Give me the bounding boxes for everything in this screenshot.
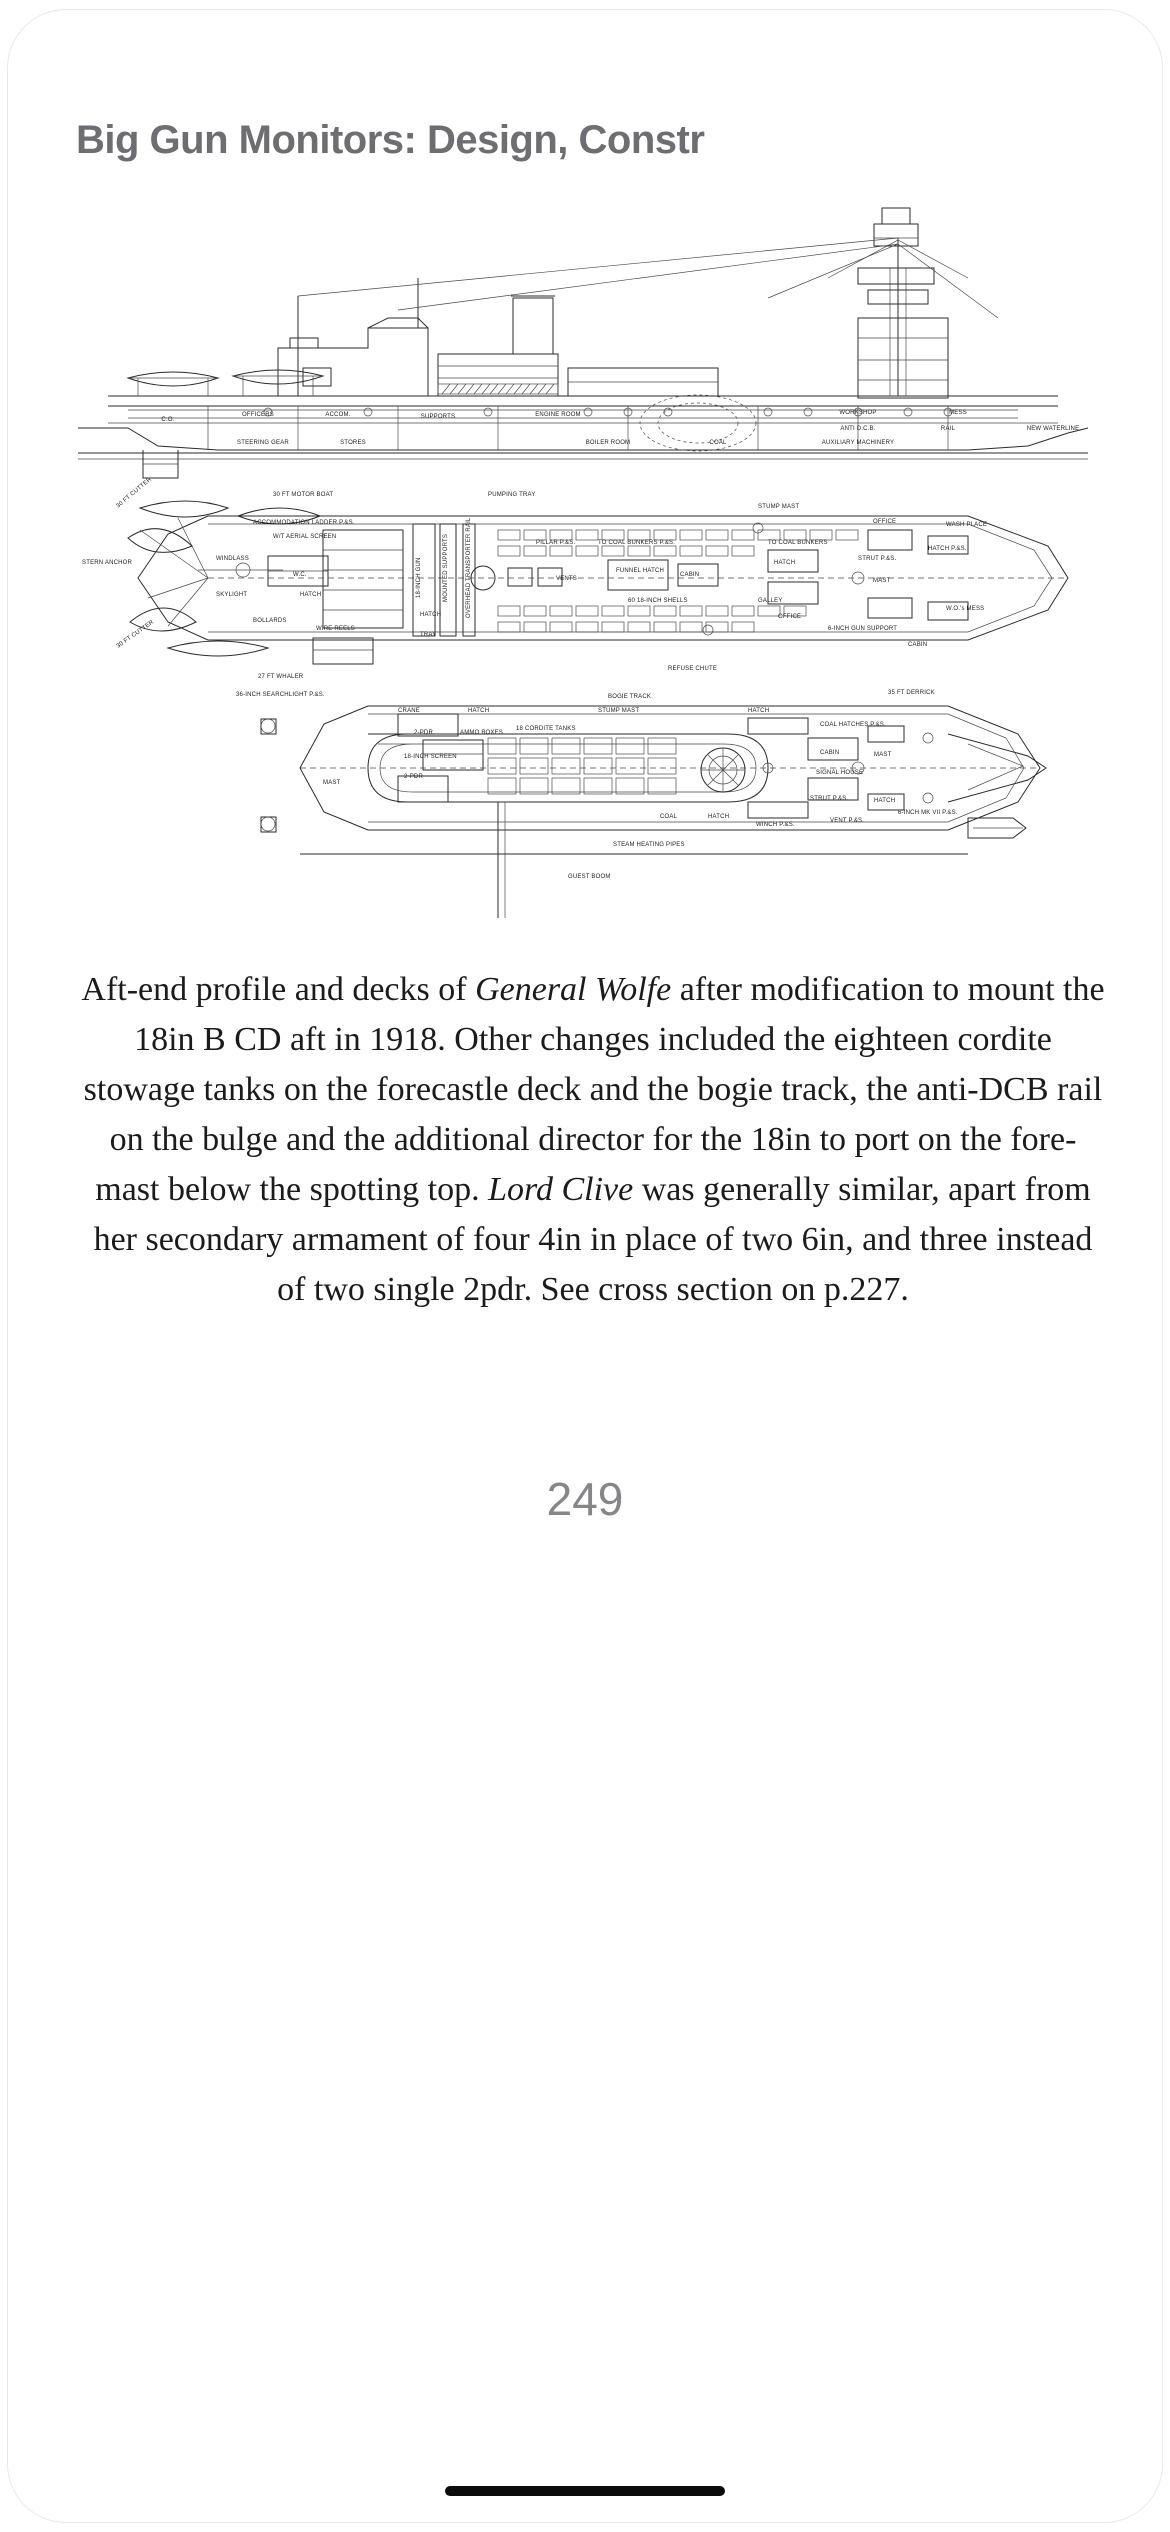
caption-ship-name-2: Lord Clive	[488, 1171, 634, 1208]
deck-label: ACCOMMODATION LADDER P.&S.	[253, 520, 355, 526]
profile-label: AUXILIARY MACHINERY	[821, 440, 895, 446]
profile-label: WORKSHOP	[839, 410, 877, 416]
deck-label: STRUT P.&S.	[858, 556, 897, 562]
deck-label: 27 FT WHALER	[258, 674, 304, 680]
deck-label: SIGNAL HOUSE	[816, 770, 864, 776]
deck-label: HATCH	[708, 814, 730, 820]
deck-label: PILLAR P.&S.	[536, 540, 576, 546]
deck-label: STRUT P.&S.	[810, 796, 849, 802]
profile-view	[78, 208, 1088, 478]
deck-label: MAST	[323, 780, 341, 786]
deck-label: OFFICE	[778, 614, 802, 620]
caption-part-1: Aft-end profile and decks of	[81, 971, 476, 1008]
deck-label: HATCH	[420, 612, 442, 618]
deck-label: TO COAL BUNKERS	[768, 540, 828, 546]
figure-caption	[78, 965, 1108, 1315]
deck-label: STUMP MAST	[598, 708, 640, 714]
deck-label: W.O.'s MESS	[946, 606, 985, 612]
profile-label: MESS	[949, 410, 967, 416]
deck-label: W.C.	[293, 572, 307, 578]
page-number: 249	[546, 1473, 624, 1525]
deck-label: STEAM HEATING PIPES	[613, 842, 685, 848]
deck-label: AMMO BOXES	[460, 730, 504, 736]
deck-label: HATCH	[748, 708, 770, 714]
deck-label: 60 18-INCH SHELLS	[628, 598, 688, 604]
deck-label: OFFICE	[873, 519, 897, 525]
profile-label: COAL	[709, 440, 727, 446]
deck-label: 30 FT CUTTER	[115, 476, 153, 510]
deck-label: 2-PDR	[414, 730, 434, 736]
deck-label: WASH PLACE	[946, 522, 988, 528]
page-title: Big Gun Monitors: Design, Constr	[76, 118, 705, 162]
deck-label: MAST	[874, 752, 892, 758]
caption-ship-name-1: General Wolfe	[475, 971, 672, 1008]
deck-label: STERN ANCHOR	[82, 560, 133, 566]
deck-label: GALLEY	[758, 598, 783, 604]
deck-label: CABIN	[820, 750, 840, 756]
ship-plans-svg	[68, 178, 1118, 958]
profile-label: STORES	[340, 440, 366, 446]
deck-label: COAL HATCHES P.&S.	[820, 722, 886, 728]
ship-plans-figure	[68, 178, 1118, 958]
deck-label: MAST	[873, 578, 891, 584]
deck-label: CRANE	[398, 708, 421, 714]
profile-label: STEERING GEAR	[237, 440, 289, 446]
book-page	[8, 10, 1162, 2522]
profile-label: BOILER ROOM	[585, 440, 631, 446]
home-indicator[interactable]	[445, 2486, 725, 2496]
deck-label: VENTS	[556, 576, 578, 582]
deck-label: 36-INCH SEARCHLIGHT P.&S.	[236, 692, 325, 698]
deck-label: 35 FT DERRICK	[888, 690, 935, 696]
deck-label: CABIN	[908, 642, 928, 648]
profile-label: ANTI D.C.B.	[840, 426, 876, 432]
upper-deck-view	[82, 476, 1068, 680]
deck-label: W/T AERIAL SCREEN	[273, 534, 337, 540]
profile-label: ACCOM.	[325, 412, 351, 418]
deck-label: REFUSE CHUTE	[668, 666, 718, 672]
deck-label: VENT P.&S.	[830, 818, 865, 824]
deck-label: 30 FT CUTTER	[115, 619, 156, 650]
deck-label: BOGIE TRACK	[608, 694, 652, 700]
deck-label: 2-PDR	[404, 774, 424, 780]
deck-label: CABIN	[680, 572, 700, 578]
deck-label: 18-INCH SCREEN	[404, 754, 457, 760]
deck-label: OVERHEAD TRANSPORTER RAIL	[466, 517, 472, 618]
forecastle-deck-view	[236, 690, 1046, 918]
deck-label: STUMP MAST	[758, 504, 800, 510]
caption-part-2: after modification to mount the 18in B CD aft in 1918. Other changes included the eighteen cordite stowage tanks on the forecastle deck and the bogie track, the anti-DCB rail on the bulge and the additional director for the 18in to port on the fore-mast below the spotting top.	[83, 971, 1105, 1208]
profile-label: SUPPORTS	[420, 414, 456, 420]
deck-label: 18-INCH GUN	[416, 557, 422, 598]
deck-label: FUNNEL HATCH	[616, 568, 665, 574]
deck-label: WIRE REELS	[316, 626, 356, 632]
profile-label: ENGINE ROOM	[535, 412, 581, 418]
deck-label: 18 CORDITE TANKS	[516, 726, 576, 732]
deck-label: HATCH	[774, 560, 796, 566]
deck-label: 6-INCH GUN SUPPORT	[828, 626, 898, 632]
deck-label: GUEST BOOM	[568, 874, 611, 880]
profile-label: C.O.	[161, 417, 175, 423]
deck-label: PUMPING TRAY	[488, 492, 536, 498]
deck-label: HATCH	[468, 708, 490, 714]
profile-label: NEW WATERLINE	[1026, 426, 1080, 432]
deck-label: HATCH	[300, 592, 322, 598]
deck-label: WINCH P.&S.	[756, 822, 795, 828]
deck-label: TO COAL BUNKERS P.&S.	[598, 540, 676, 546]
deck-label: BOLLARDS	[253, 618, 287, 624]
deck-label: SKYLIGHT	[216, 592, 248, 598]
profile-label: RAIL	[940, 426, 956, 432]
deck-label: TRAY	[420, 632, 437, 638]
deck-label: COAL	[660, 814, 678, 820]
deck-label: HATCH P.&S.	[928, 546, 967, 552]
deck-label: WINDLASS	[216, 556, 249, 562]
deck-label: MOUNTED SUPPORTS	[443, 533, 449, 602]
profile-label: OFFICERS	[242, 412, 274, 418]
deck-label: 30 FT MOTOR BOAT	[273, 492, 334, 498]
caption-part-3: was generally similar, apart from her secondary armament of four 4in in place of two 6in, and three instead of two single 2pdr. See cross section on p.227.	[93, 1171, 1093, 1308]
deck-label: 6-INCH MK VII P.&S.	[898, 810, 958, 816]
deck-label: HATCH	[874, 798, 896, 804]
